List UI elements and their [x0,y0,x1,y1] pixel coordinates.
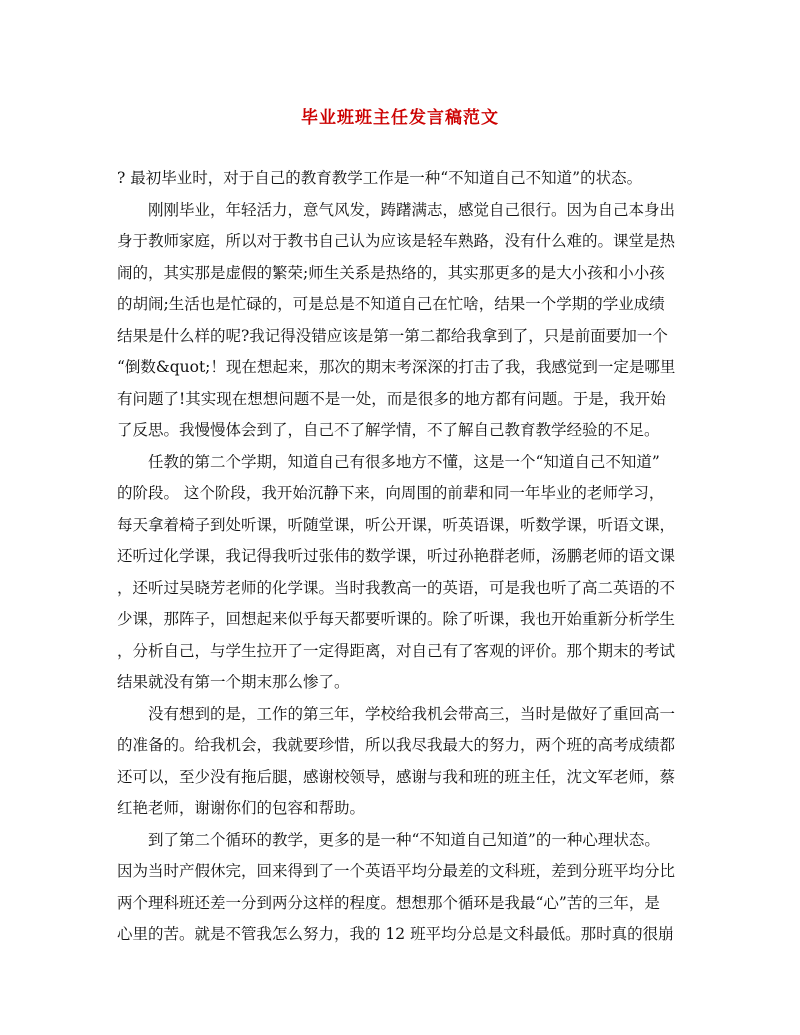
text-line: “倒数&quot;！现在想起来，那次的期末考深深的打击了我，我感觉到一定是哪里 [117,358,676,376]
text-line: 因为当时产假休完，回来得到了一个英语平均分最差的文科班，差到分班平均分比 [117,862,676,880]
text-line: 每天拿着椅子到处听课，听随堂课，听公开课，听英语课，听数学课，听语文课， [117,515,676,534]
text-line: 结果就没有第一个期末那么惨了。 [117,673,350,691]
text-line: ? 最初毕业时，对于自己的教育教学工作是一种“不知道自己不知道”的状态。 [117,169,643,187]
text-line: 的阶段。 这个阶段，我开始沉静下来，向周围的前辈和同一年毕业的老师学习， [117,484,665,502]
document-body [117,163,687,951]
text-line: 结果是什么样的呢?我记得没错应该是第一第二都给我拿到了，只是前面要加一个 [117,326,668,345]
document-title: 毕业班班主任发言稿范文 [301,108,499,128]
text-line: 两个理科班还差一分到两分这样的程度。想想那个循环是我最“心”苦的三年，是 [117,893,660,912]
text-line: 没有想到的是，工作的第三年，学校给我机会带高三，当时是做好了重回高一 [117,704,676,723]
text-line: 红艳老师，谢谢你们的包容和帮助。 [117,799,366,817]
text-line: 的胡闹;生活也是忙碌的，可是总是不知道自己在忙啥，结果一个学期的学业成绩 [117,295,665,313]
text-line: 的准备的。给我机会，我就要珍惜，所以我尽我最大的努力，两个班的高考成绩都 [117,736,676,754]
text-line: 有问题了!其实现在想想问题不是一处，而是很多的地方都有问题。于是，我开始 [117,389,666,408]
text-line: ，还听过吴晓芳老师的化学课。当时我教高一的英语，可是我也听了高二英语的不 [117,578,676,597]
text-line: 还听过化学课，我记得我听过张伟的数学课，听过孙艳群老师，汤鹏老师的语文课 [117,547,676,565]
text-line: 了反思。我慢慢体会到了，自己不了解学情，不了解自己教育教学经验的不足。 [117,421,660,439]
text-line: 到了第二个循环的教学，更多的是一种“不知道自己知道”的一种心理状态。 [117,830,660,849]
text-line: 身于教师家庭，所以对于教书自己认为应该是轻车熟路，没有什么难的。课堂是热 [117,232,676,250]
text-line: 心里的苦。就是不管我怎么努力，我的 12 班平均分总是文科最低。那时真的很崩 [117,925,674,943]
text-line: 刚刚毕业，年轻活力，意气风发，踌躇满志，感觉自己很行。因为自己本身出 [117,200,676,219]
text-line: 闹的，其实那是虚假的繁荣;师生关系是热络的，其实那更多的是大小孩和小小孩 [117,263,665,282]
text-line: 少课，那阵子，回想起来似乎每天都要听课的。除了听课，我也开始重新分析学生 [117,610,676,628]
text-line: 还可以，至少没有拖后腿，感谢校领导，感谢与我和班的班主任，沈文军老师，蔡 [117,767,676,786]
text-line: ，分析自己，与学生拉开了一定得距离，对自己有了客观的评价。那个期末的考试 [117,641,676,660]
text-line: 任教的第二个学期，知道自己有很多地方不懂，这是一个“知道自己不知道” [117,452,660,471]
